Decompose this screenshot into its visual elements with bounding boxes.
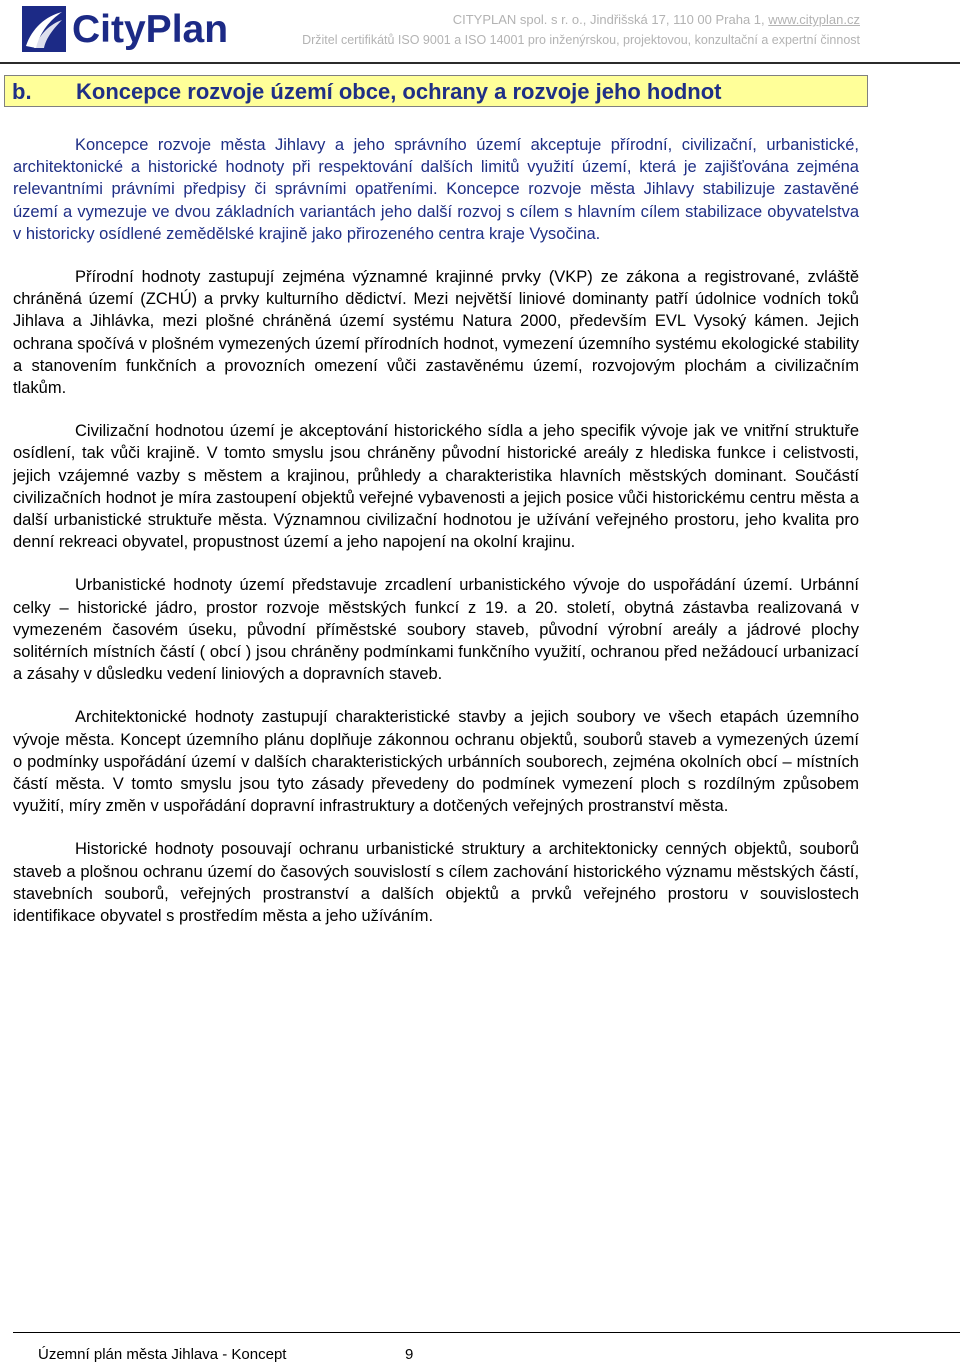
page-number: 9 [405,1346,414,1363]
cityplan-logo [22,6,232,52]
section-heading [4,75,868,107]
paragraph-historical-values: Historické hodnoty posouvají ochranu urbanistické struktury a architektonicky cenných objektů, souborů staveb a plošnou ochranu území do časových souvislostí s cílem zachování historického významu městských částí, stavebních souborů, veřejných prostranství a dalších objektů a prvků veřejného prostoru v souvislostech identifikace obyvatel s prostředím města a jeho užíváním. [13,840,859,926]
company-address [453,12,860,27]
paragraph-urbanistic-values: Urbanistické hodnoty území představuje zrcadlení urbanistického vývoje do uspořádání území. Urbánní celky – historické jádro, prostor rozvoje městských funkcí z 19. a 20. století, obytná zástavba realizovaná v vymezeném časovém úseku, původní příměstské soubory staveb, původní výrobní areály a jádrové plochy solitérních místních částí ( obcí ) jsou chráněny podmínkami funkčního využití, ochranou před nežádoucí urbanizací a zásahy v důsledku vedení liniových a dopravních staveb. [13,576,859,684]
footer-divider [13,1332,960,1333]
paragraph-natural-values: Přírodní hodnoty zastupují zejména významné krajinné prvky (VKP) ze zákona a registrované, zvláště chráněná území (ZCHÚ) a prvky kulturního dědictví. Mezi největší liniové dominanty patří údolnice vodních toků Jihlava a Jihlávka, mezi plošné chráněná území systému Natura 2000, především EVL Vysoký kámen. Jejich ochrana spočívá v plošném vymezených území přírodních hodnot, vymezení územního systému ekologické stability a stanovením funkčních a provozních omezení vůči zastavěnému území, rozvojovým plochám a civilizačním tlakům. [13,268,859,398]
company-website-link[interactable]: www.cityplan.cz [768,12,860,27]
paragraph-civilization-values: Civilizační hodnotou území je akceptování historického sídla a jeho specifik vývoje jak ve vnitřní struktuře osídlení, tak vůči krajině. V tomto smyslu jsou chráněny původní historické areály z hlediska funkce i celistvosti, jejich vzájemné vazby s městem a krajinou, průhledy a charakteristika hlavních městských dominant. Součástí civilizačních hodnot je míra zastoupení objektů veřejné vybavenosti a jejich posice vůči historickému centru města a další urbanistické struktuře města. Významnou civilizační hodnotou je užívání veřejného prostoru, jeho kvalita pro denní rekreaci obyvatel, propustnost území a jeho napojení na okolní krajinu. [13,422,859,552]
certification-line: Držitel certifikátů ISO 9001 a ISO 14001 pro inženýrskou, projektovou, konzultační a expertní činnost [302,33,860,47]
logo-text: CityPlan [72,8,229,51]
footer-title: Územní plán města Jihlava - Koncept [38,1346,287,1363]
section-title: Koncepce rozvoje území obce, ochrany a rozvoje jeho hodnot [76,79,722,104]
paragraph-architectural-values: Architektonické hodnoty zastupují charakteristické stavby a jejich soubory ve všech etapách územního vývoje města. Koncept územního plánu doplňuje zákonnou ochranu objektů, souborů staveb a vymezených území o podmínky uspořádání území v dalších charakteristických urbánních souborech, zejména okolních obcí – místních částí města. V tomto smyslu jsou tyto zásady převedeny do podmínek vymezení ploch s rozdílným způsobem využití, míry změn v uspořádání dopravní infrastruktury a dotčených veřejných prostranství města. [13,708,859,816]
body-text [13,134,859,948]
cityplan-logo-icon [22,6,66,52]
header-divider [0,62,960,64]
section-letter: b. [12,79,32,104]
paragraph-intro: Koncepce rozvoje města Jihlavy a jeho správního území akceptuje přírodní, civilizační, urbanistické, architektonické a historické hodnoty při respektování dalších limitů využití území, která je zajišťována zejména relevantními právními předpisy či správními opatřeními. Koncepce rozvoje města Jihlavy stabilizuje zastavěné území a vymezuje ve dvou základních variantách jeho další rozvoj s cílem s hlavním cílem stabilizace obyvatelstva v historicky osídlené zemědělské krajině jako přirozeného centra kraje Vysočina. [13,136,859,243]
company-line: CITYPLAN spol. s r. o., Jindřišská 17, 110 00 Praha 1, [452,12,769,27]
page-header [0,0,960,66]
